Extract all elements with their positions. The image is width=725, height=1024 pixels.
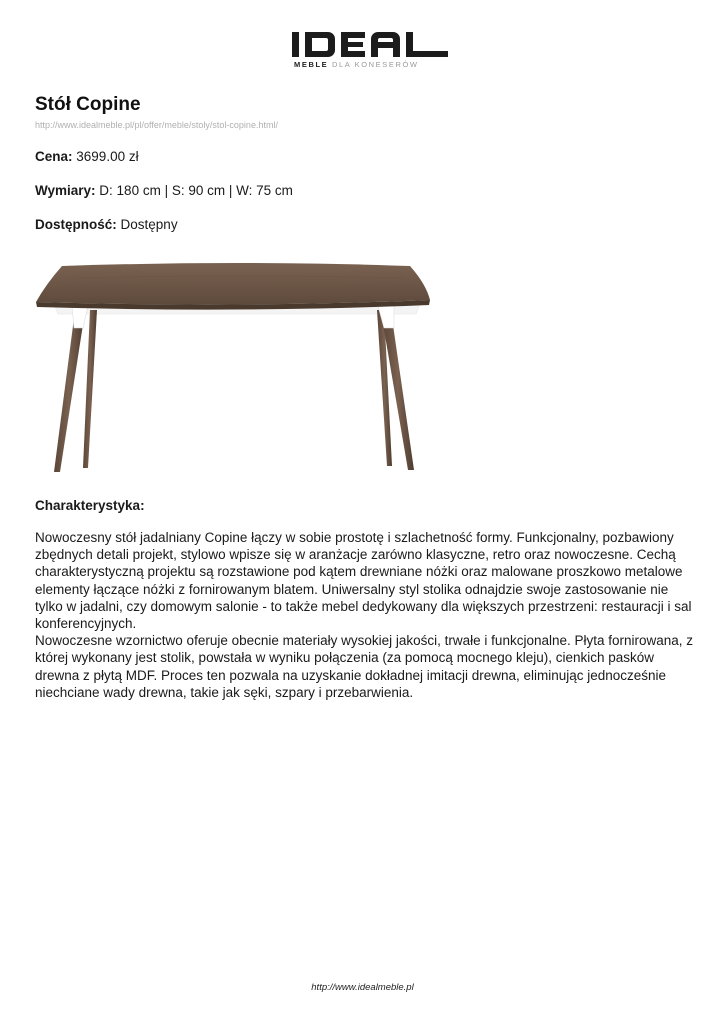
price-row [35, 149, 139, 164]
description-paragraph: Nowoczesny stół jadalniany Copine łączy w sobie prostotę i szlachetność formy. Funkcjonalny, pozbawiony zbędnych detali projekt, stylowo wpisze się w aranżacje zarówno klasyczne, retro oraz nowoczesne. Cechą charakterystyczną projektu są rozstawione pod kątem drewniane nóżki oraz malowane proszkowo metalowe elementy łączące nóżki z fornirowanym blatem. Uniwersalny styl stolika odnajdzie swoje zastosowanie nie tylko w jadalni, czy domowym salonie - to także mebel dedykowany dla większych przestrzeni: restauracji i sal konferencyjnych. [35, 530, 692, 632]
footer-url[interactable]: http://www.idealmeble.pl [311, 982, 414, 993]
price-label: Cena: [35, 149, 73, 164]
logo-wordmark [290, 30, 452, 60]
dimensions-label: Wymiary: [35, 183, 96, 198]
availability-row [35, 217, 178, 232]
logo-tagline [294, 60, 419, 69]
price-value: 3699.00 zł [76, 149, 139, 164]
availability-label: Dostępność: [35, 217, 117, 232]
product-url[interactable]: http://www.idealmeble.pl/pl/offer/meble/stoly/stol-copine.html/ [35, 120, 278, 130]
tagline-strong: MEBLE [294, 60, 329, 69]
dimensions-value: D: 180 cm | S: 90 cm | W: 75 cm [99, 183, 293, 198]
dimensions-row [35, 183, 293, 198]
availability-value: Dostępny [120, 217, 178, 232]
product-image [34, 258, 446, 476]
characteristics-heading: Charakterystyka: [35, 498, 145, 513]
brand-logo [290, 30, 452, 74]
table-illustration [34, 258, 446, 476]
page-title: Stół Copine [35, 94, 141, 115]
tagline-light: DLA KONESERÓW [331, 60, 419, 69]
description [35, 529, 695, 701]
description-paragraph: Nowoczesne wzornictwo oferuje obecnie materiały wysokiej jakości, trwałe i funkcjonalne. Płyta fornirowana, z której wykonany jest stolik, powstała w wyniku połączenia (za pomocą mocnego kleju), cienkich pasków drewna z płytą MDF. Proces ten pozwala na uzyskanie dokładnej imitacji drewna, eliminując jednocześnie niechciane wady drewna, takie jak sęki, szpary i przebarwienia. [35, 633, 694, 700]
